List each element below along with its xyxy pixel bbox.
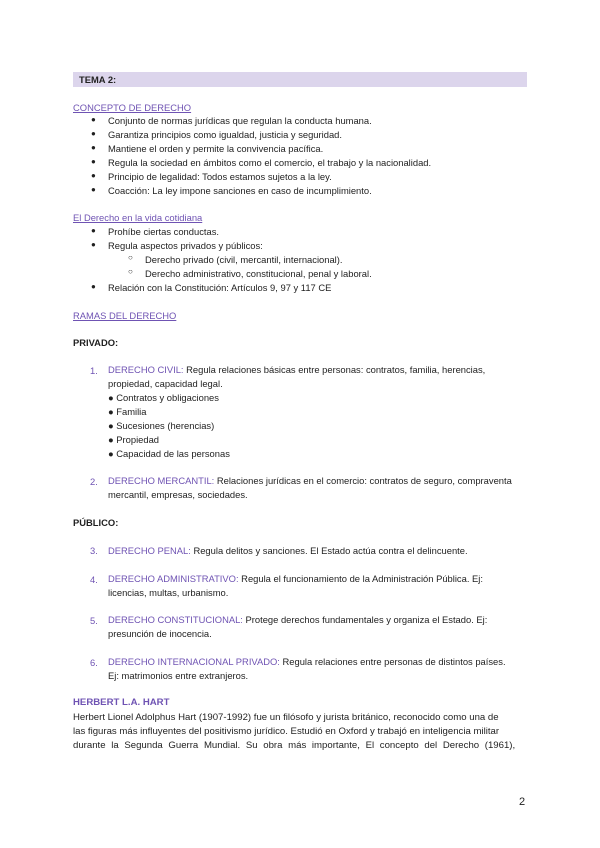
concepto-heading[interactable]: CONCEPTO DE DERECHO: [73, 102, 192, 113]
constitucional-text-cont: presunción de inocencia.: [108, 628, 212, 639]
administrativo-text-cont: licencias, multas, urbanismo.: [108, 587, 229, 598]
mercantil-name: DERECHO MERCANTIL:: [108, 475, 215, 486]
civil-name: DERECHO CIVIL:: [108, 364, 184, 375]
hart-paragraph-line: Herbert Lionel Adolphus Hart (1907-1992) fue un filósofo y jurista británico, reconocido como una de: [73, 712, 499, 723]
hart-paragraph-line: las figuras más influyentes del positivismo jurídico. Estudió en Oxford y trabajó en inteligencia militar: [73, 726, 500, 737]
mercantil-text-cont: mercantil, empresas, sociedades.: [108, 489, 248, 500]
item-number: 1.: [90, 365, 98, 376]
circle-bullet-icon: ○: [128, 267, 133, 276]
civil-text-cont: propiedad, capacidad legal.: [108, 378, 223, 389]
mercantil-text: Relaciones jurídicas en el comercio: contratos de seguro, compraventa: [214, 475, 512, 486]
item-number: 4.: [90, 574, 98, 585]
sub-list-item: Derecho administrativo, constitucional, penal y laboral.: [145, 268, 372, 279]
administrativo-text: Regula el funcionamiento de la Administración Pública. Ej:: [238, 573, 483, 584]
item-number: 3.: [90, 545, 98, 556]
internacional-text-cont: Ej: matrimonios entre extranjeros.: [108, 670, 249, 681]
privado-label: PRIVADO:: [73, 337, 119, 348]
constitucional-text: Protege derechos fundamentales y organiza el Estado. Ej:: [242, 614, 488, 625]
bullet-icon: ●: [91, 143, 96, 152]
list-item: Relación con la Constitución: Artículos 9, 97 y 117 CE: [108, 282, 332, 293]
list-item: Regula la sociedad en ámbitos como el comercio, el trabajo y la nacionalidad.: [108, 157, 432, 168]
mercantil-item: [108, 474, 527, 488]
hart-heading: HERBERT L.A. HART: [73, 697, 170, 708]
civil-item: [108, 363, 527, 377]
bullet-icon: ●: [91, 171, 96, 180]
ramas-heading[interactable]: RAMAS DEL DERECHO: [73, 310, 177, 321]
constitucional-name: DERECHO CONSTITUCIONAL:: [108, 614, 243, 625]
list-item: Mantiene el orden y permite la convivencia pacífica.: [108, 143, 324, 154]
civil-bullet: ● Capacidad de las personas: [108, 448, 230, 459]
penal-text: Regula delitos y sanciones. El Estado actúa contra el delincuente.: [190, 545, 468, 556]
hart-paragraph-line: durante la Segunda Guerra Mundial. Su obra más importante, El concepto del Derecho (1961),: [73, 740, 516, 751]
list-item: Garantiza principios como igualdad, justicia y seguridad.: [108, 129, 342, 140]
item-number: 5.: [90, 615, 98, 626]
bullet-icon: ●: [91, 129, 96, 138]
list-item: Principio de legalidad: Todos estamos sujetos a la ley.: [108, 171, 332, 182]
bullet-icon: ●: [91, 282, 96, 291]
administrativo-name: DERECHO ADMINISTRATIVO:: [108, 573, 239, 584]
civil-bullet: ● Familia: [108, 406, 147, 417]
penal-name: DERECHO PENAL:: [108, 545, 191, 556]
internacional-item: [108, 655, 527, 669]
list-item: Conjunto de normas jurídicas que regulan la conducta humana.: [108, 115, 372, 126]
civil-bullet: ● Sucesiones (herencias): [108, 420, 215, 431]
administrativo-item: [108, 572, 527, 586]
bullet-icon: ●: [91, 226, 96, 235]
publico-label: PÚBLICO:: [73, 517, 119, 528]
circle-bullet-icon: ○: [128, 253, 133, 262]
bullet-icon: ●: [91, 240, 96, 249]
civil-bullet: ● Propiedad: [108, 434, 160, 445]
vida-heading[interactable]: El Derecho en la vida cotidiana: [73, 212, 203, 223]
list-item: Prohíbe ciertas conductas.: [108, 226, 219, 237]
internacional-text: Regula relaciones entre personas de distintos países.: [279, 656, 506, 667]
civil-text: Regula relaciones básicas entre personas: contratos, familia, herencias,: [183, 364, 486, 375]
bullet-icon: ●: [91, 185, 96, 194]
item-number: 6.: [90, 657, 98, 668]
constitucional-item: [108, 613, 527, 627]
tema-header: TEMA 2:: [73, 72, 527, 87]
bullet-icon: ●: [91, 157, 96, 166]
item-number: 2.: [90, 476, 98, 487]
sub-list-item: Derecho privado (civil, mercantil, internacional).: [145, 254, 343, 265]
page-number: 2: [519, 796, 526, 808]
civil-bullet: ● Contratos y obligaciones: [108, 392, 219, 403]
internacional-name: DERECHO INTERNACIONAL PRIVADO:: [108, 656, 280, 667]
list-item: Coacción: La ley impone sanciones en caso de incumplimiento.: [108, 185, 372, 196]
bullet-icon: ●: [91, 115, 96, 124]
penal-item: [108, 544, 468, 557]
list-item: Regula aspectos privados y públicos:: [108, 240, 263, 251]
